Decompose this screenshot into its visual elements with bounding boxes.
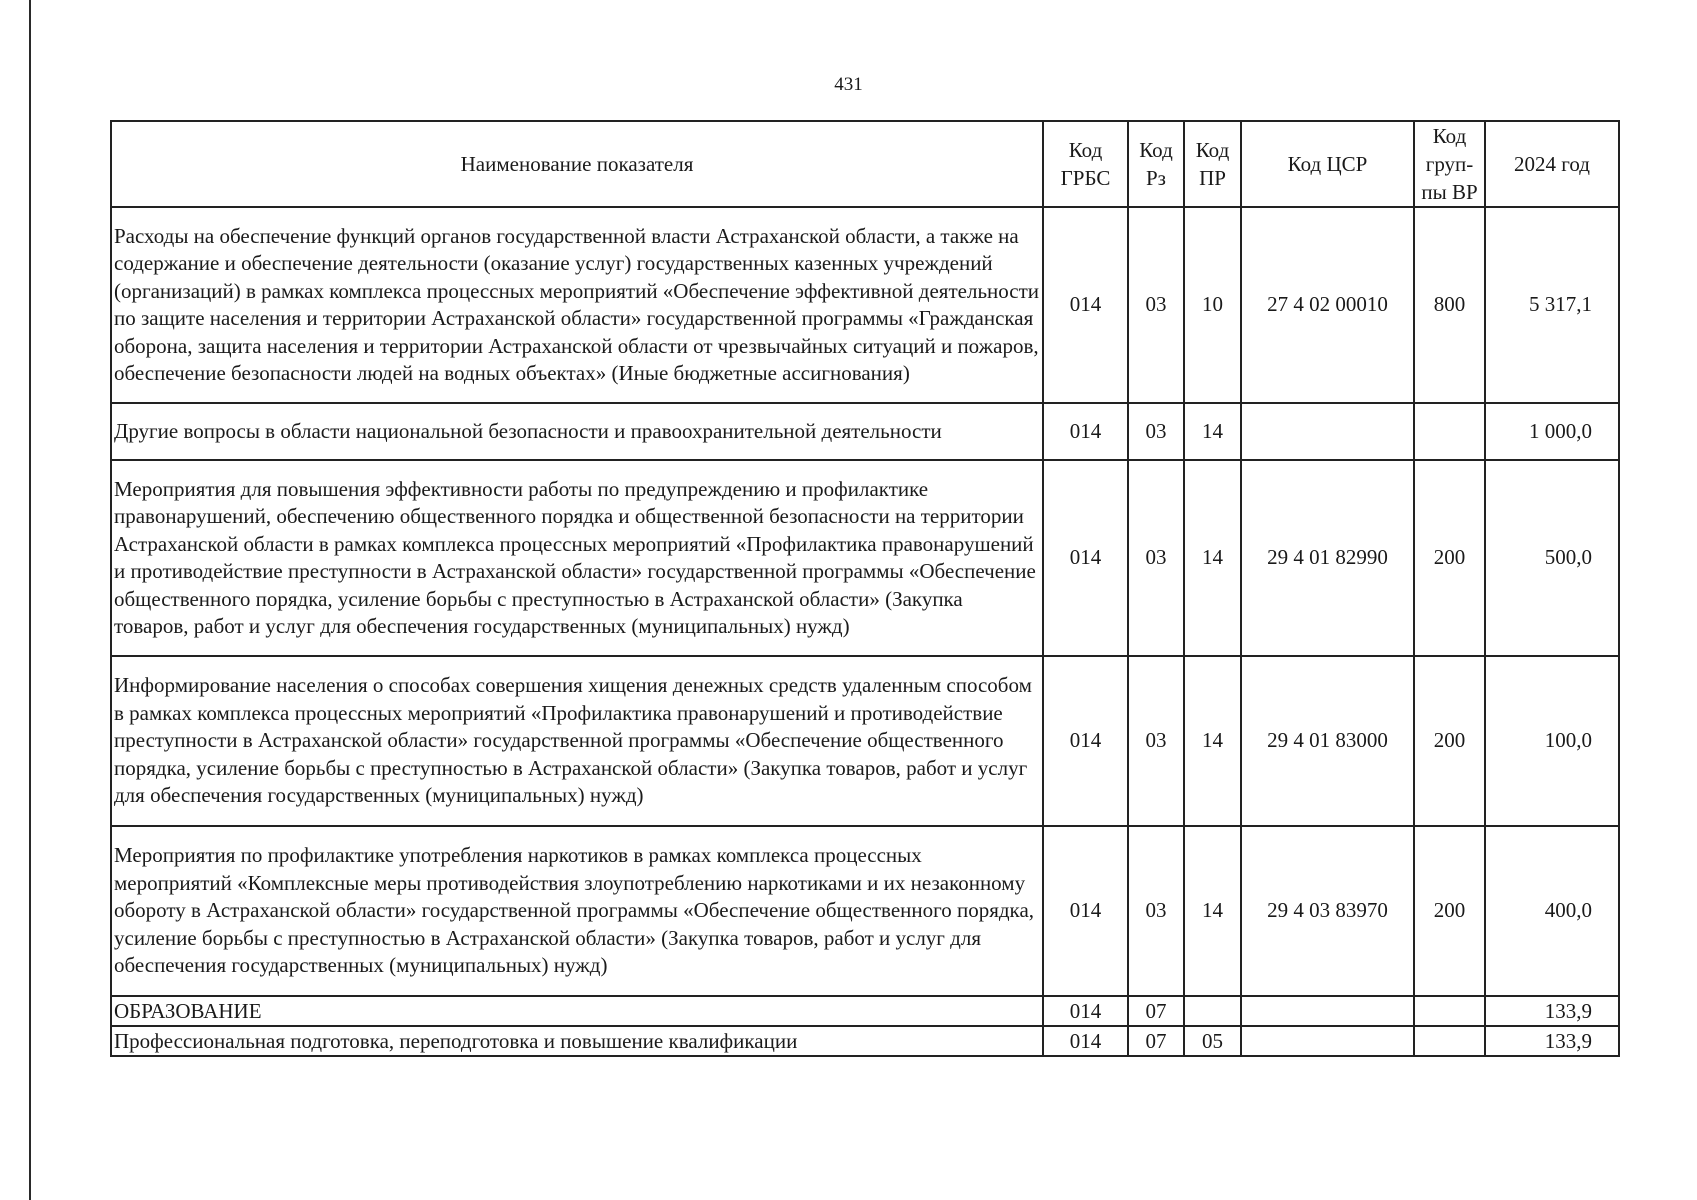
table-row (111, 826, 1619, 996)
row-amount: 5 317,1 (1485, 207, 1619, 403)
row-csr: 29 4 01 82990 (1241, 460, 1414, 656)
row-amount: 100,0 (1485, 656, 1619, 826)
table-row (111, 207, 1619, 403)
row-rz: 03 (1128, 460, 1184, 656)
row-amount: 400,0 (1485, 826, 1619, 996)
row-amount: 500,0 (1485, 460, 1619, 656)
row-name: Расходы на обеспечение функций органов государственной власти Астраханской области, а также на содержание и обеспечение деятельности (оказание услуг) государственных казенных учреждений (организаций) в рамках комплекса процессных мероприятий «Обеспечение эффективной деятельности по защите населения и территории Астраханской области» государственной программы «Гражданская оборона, защита населения и территории Астраханской области от чрезвычайных ситуаций и пожаров, обеспечение безопасности людей на водных объектах» (Иные бюджетные ассигнования) (111, 207, 1043, 403)
table-row (111, 996, 1619, 1026)
row-vr: 200 (1414, 826, 1485, 996)
row-vr (1414, 996, 1485, 1026)
row-name: Мероприятия для повышения эффективности работы по предупреждению и профилактике правонарушений, обеспечению общественного порядка и общественной безопасности на территории Астраханской области в рамках комплекса процессных мероприятий «Профилактика правонарушений и противодействие преступности в Астраханской области» государственной программы «Обеспечение общественного порядка, усиление борьбы с преступностью в Астраханской области» (Закупка товаров, работ и услуг для обеспечения государственных (муниципальных) нужд) (111, 460, 1043, 656)
row-pr: 14 (1184, 826, 1241, 996)
row-grbs: 014 (1043, 996, 1128, 1026)
header-grbs: Код ГРБС (1043, 121, 1128, 207)
row-csr (1241, 403, 1414, 460)
row-vr (1414, 1026, 1485, 1056)
row-grbs: 014 (1043, 403, 1128, 460)
row-pr (1184, 996, 1241, 1026)
row-csr: 27 4 02 00010 (1241, 207, 1414, 403)
row-grbs: 014 (1043, 460, 1128, 656)
row-name: ОБРАЗОВАНИЕ (111, 996, 1043, 1026)
table-row (111, 403, 1619, 460)
header-csr: Код ЦСР (1241, 121, 1414, 207)
row-amount: 133,9 (1485, 996, 1619, 1026)
row-rz: 03 (1128, 656, 1184, 826)
row-csr: 29 4 03 83970 (1241, 826, 1414, 996)
header-name: Наименование показателя (111, 121, 1043, 207)
row-rz: 07 (1128, 996, 1184, 1026)
row-rz: 03 (1128, 207, 1184, 403)
row-pr: 14 (1184, 656, 1241, 826)
table-row (111, 460, 1619, 656)
row-grbs: 014 (1043, 207, 1128, 403)
row-amount: 133,9 (1485, 1026, 1619, 1056)
page-margin-rule (29, 0, 31, 1200)
row-grbs: 014 (1043, 1026, 1128, 1056)
header-rz: Код Рз (1128, 121, 1184, 207)
table-row (111, 656, 1619, 826)
table-header-row (111, 121, 1619, 207)
row-csr: 29 4 01 83000 (1241, 656, 1414, 826)
header-pr: Код ПР (1184, 121, 1241, 207)
row-pr: 14 (1184, 403, 1241, 460)
row-grbs: 014 (1043, 656, 1128, 826)
row-vr: 200 (1414, 460, 1485, 656)
row-pr: 14 (1184, 460, 1241, 656)
row-amount: 1 000,0 (1485, 403, 1619, 460)
row-name: Мероприятия по профилактике употребления наркотиков в рамках комплекса процессных мероприятий «Комплексные меры противодействия злоупотреблению наркотиками и их незаконному обороту в Астраханской области» государственной программы «Обеспечение общественного порядка, усиление борьбы с преступностью в Астраханской области» (Закупка товаров, работ и услуг для обеспечения государственных (муниципальных) нужд) (111, 826, 1043, 996)
row-vr: 200 (1414, 656, 1485, 826)
row-vr (1414, 403, 1485, 460)
row-pr: 05 (1184, 1026, 1241, 1056)
row-grbs: 014 (1043, 826, 1128, 996)
row-csr (1241, 1026, 1414, 1056)
table-row (111, 1026, 1619, 1056)
row-pr: 10 (1184, 207, 1241, 403)
row-rz: 03 (1128, 826, 1184, 996)
row-rz: 07 (1128, 1026, 1184, 1056)
row-vr: 800 (1414, 207, 1485, 403)
header-vr: Код груп-пы ВР (1414, 121, 1485, 207)
row-rz: 03 (1128, 403, 1184, 460)
page-number: 431 (834, 74, 863, 95)
header-year: 2024 год (1485, 121, 1619, 207)
budget-table (110, 120, 1620, 1057)
row-csr (1241, 996, 1414, 1026)
row-name: Другие вопросы в области национальной безопасности и правоохранительной деятельности (111, 403, 1043, 460)
row-name: Профессиональная подготовка, переподготовка и повышение квалификации (111, 1026, 1043, 1056)
row-name: Информирование населения о способах совершения хищения денежных средств удаленным способом в рамках комплекса процессных мероприятий «Профилактика правонарушений и противодействие преступности в Астраханской области» государственной программы «Обеспечение общественного порядка, усиление борьбы с преступностью в Астраханской области» (Закупка товаров, работ и услуг для обеспечения государственных (муниципальных) нужд) (111, 656, 1043, 826)
